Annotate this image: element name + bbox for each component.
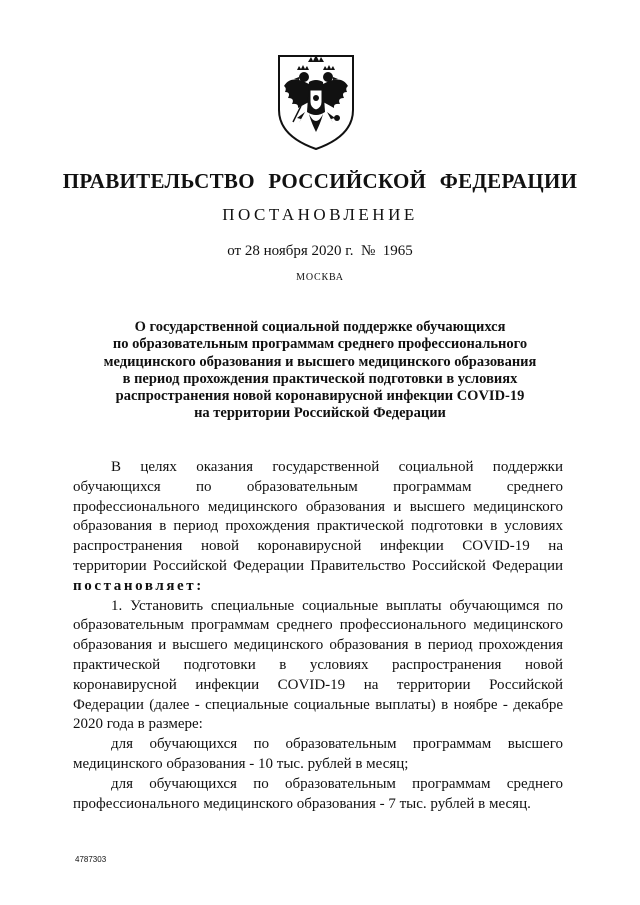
body-line: образовательным программам среднего профессионального медицинского: [73, 617, 563, 634]
body-line: профессионального медицинского образования - 7 тыс. рублей в месяц.: [73, 795, 531, 812]
body-line: 2020 года в размере:: [73, 716, 203, 733]
document-city: МОСКВА: [296, 272, 344, 283]
document-date-number: от 28 ноября 2020 г. № 1965: [227, 243, 413, 259]
body-line: территории Российской Федерации Правительство Российской Федерации: [73, 557, 563, 574]
body-line: обучающихся по образовательным программам среднего: [73, 478, 563, 495]
document-code: 4787303: [75, 855, 107, 864]
body-line: Федерации (далее - специальные социальные выплаты) в ноябре - декабре: [73, 696, 563, 713]
body-line: распространения новой коронавирусной инфекции COVID-19 на: [73, 538, 563, 555]
body-line: образования в период прохождения практической подготовки в условиях: [73, 518, 563, 535]
subject-line: в период прохождения практической подготовки в условиях: [122, 370, 518, 387]
body-line: для обучающихся по образовательным программам высшего: [111, 736, 563, 753]
body-line: В целях оказания государственной социальной поддержки: [111, 459, 563, 475]
subject-line: по образовательным программам среднего профессионального: [112, 336, 528, 353]
body-line-resolves: постановляет:: [73, 577, 204, 594]
body-line: 1. Установить специальные социальные выплаты обучающимся по: [111, 597, 563, 614]
subject-line: О государственной социальной поддержке обучающихся: [134, 319, 506, 335]
document-type: ПОСТАНОВЛЕНИЕ: [222, 205, 418, 224]
body-line: медицинского образования - 10 тыс. рублей в месяц;: [73, 755, 409, 772]
body-line: для обучающихся по образовательным программам среднего: [111, 775, 563, 792]
document-body: [73, 458, 563, 814]
subject-line: распространения новой коронавирусной инфекции COVID-19: [115, 388, 525, 405]
body-line: коронавирусной инфекции COVID-19 на территории Российской: [73, 676, 563, 693]
body-line: образования и высшего медицинского образования в период прохождения: [73, 637, 563, 654]
document-subject: [60, 319, 580, 423]
subject-line: медицинского образования и высшего медицинского образования: [103, 353, 537, 370]
coat-of-arms-russia-icon: [271, 52, 361, 152]
subject-line: на территории Российской Федерации: [194, 405, 446, 422]
body-line: профессионального медицинского образования и высшего медицинского: [73, 498, 563, 515]
body-line: практической подготовки в условиях распространения новой: [73, 656, 563, 673]
government-title: ПРАВИТЕЛЬСТВО РОССИЙСКОЙ ФЕДЕРАЦИИ: [62, 169, 578, 193]
